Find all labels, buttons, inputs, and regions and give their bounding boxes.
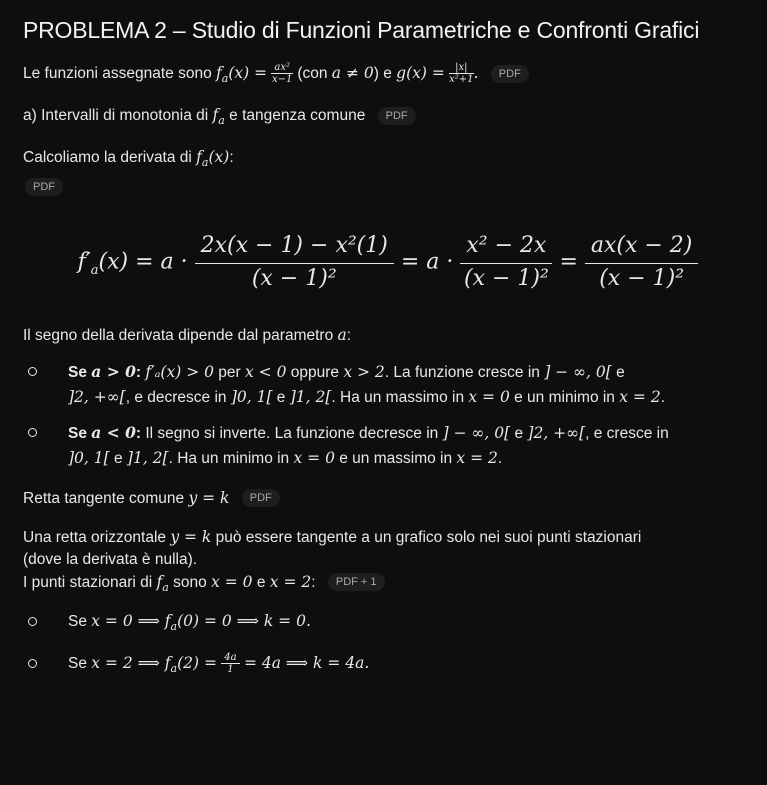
pdf-source-chip[interactable]: PDF [378,107,416,125]
bullet-icon [28,428,37,437]
pdf-source-chip[interactable]: PDF [491,65,529,83]
fraction-fa: $\frac{\text{ax²}}{x-1}$ [272,62,293,86]
section-a-heading: a) Intervalli di monotonia di $f_a$ e tangenza comune PDF [23,104,753,132]
page-title: PROBLEMA 2 – Studio di Funzioni Parametriche e Confronti Grafici [23,17,700,43]
horizontal-paragraph: Una retta orizzontale y = k può essere tangente a un grafico solo nei suoi punti stazionari (dove la derivata è nulla). I punti stazionari di $f_a$ sono x = 0 e x = 2: PDF + 1 [23,527,642,594]
derivative-intro: Calcoliamo la derivata di $f_a(x)$: [23,148,234,170]
derivative-equation: $f'_a(x) = a$ · $\frac{\text{2x(x − 1) − x²(1)}}{\text{(x − 1)²}}$ = a · $\frac{\text{x² − 2x}}{\text{(x − 1)²}}$ = $\frac{ax(x - 2)}{\text{(x − 1)²}}$ [23,231,753,294]
fraction-g: $\frac{|x|}{\text{x²+1}}$ [449,62,474,86]
bullet-icon [28,617,37,626]
list-item: Se x = 0 ⟹ $f_a(0) = 0$ ⟹ k = 0. [23,609,753,639]
pdf-source-chip[interactable]: PDF + 1 [328,573,385,591]
response-content [23,16,753,681]
bullet-icon [28,367,37,376]
sign-intro: Il segno della derivata dipende dal parametro a: [23,325,352,344]
list-item: Se x = 2 ⟹ $f_a(2)$ = $\frac{4a}{1}$ = 4a ⟹ k = 4a. [23,651,753,681]
cases-list [23,359,753,471]
pdf-source-chip[interactable]: PDF [25,178,63,196]
pdf-source-chip[interactable]: PDF [242,489,280,507]
points-list [23,609,753,681]
list-item: Se a < 0: Il segno si inverte. La funzione decresce in ] − ∞, 0[ e ]2, +∞[, e cresce in ]0, 1[ e ]1, 2[. Ha un minimo in x = 0 e un massimo in x = 2. [23,420,753,471]
bullet-icon [28,659,37,668]
list-item: Se a > 0: f′ₐ(x) > 0 per x < 0 oppure x > 2. La funzione cresce in ] − ∞, 0[ e ]2, +∞[, e decresce in ]0, 1[ e ]1, 2[. Ha un massimo in x = 0 e un minimo in x = 2. [23,359,753,410]
intro-paragraph: Le funzioni assegnate sono $f_a(x)$ = $\frac{\text{ax²}}{x-1}$ (con a ≠ 0) e g(x) = $\frac{|x|}{\text{x²+1}}$ . PDF [23,62,753,90]
tangent-heading: Retta tangente comune y = k PDF [23,487,753,510]
